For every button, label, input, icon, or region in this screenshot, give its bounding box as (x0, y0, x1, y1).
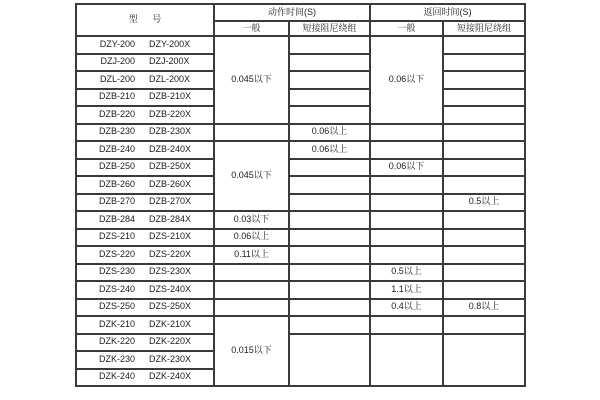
value-cell (443, 106, 525, 124)
value-cell (289, 264, 370, 282)
model-pair (79, 127, 211, 137)
value-cell (370, 176, 443, 194)
value-cell (214, 264, 289, 282)
model-pair (79, 215, 211, 225)
model-name-x: DZS-210X (148, 231, 192, 242)
model-name-x: DZK-220X (148, 336, 192, 347)
model-name-x: DZS-250X (148, 301, 192, 312)
value-cell (443, 36, 525, 54)
table-row (76, 281, 525, 299)
value-cell: 0.06以下 (370, 36, 443, 124)
model-pair (79, 320, 211, 330)
value-cell: 0.8以上 (443, 299, 525, 317)
model-name-x: DZB-220X (148, 108, 192, 119)
model-pair (79, 75, 211, 85)
model-name: DZS-250 (98, 301, 135, 312)
table-body (76, 36, 525, 386)
table-row (76, 264, 525, 282)
model-pair (79, 250, 211, 260)
table-row (76, 71, 525, 89)
model-cell (76, 176, 214, 194)
table-row (76, 316, 525, 334)
model-name: DZB-220 (98, 108, 135, 119)
model-cell (76, 141, 214, 159)
value-cell (443, 334, 525, 387)
value-cell (443, 316, 525, 334)
model-name: DZB-210 (98, 91, 135, 102)
header-action-time: 动作时间(S) (214, 4, 370, 21)
header-return-general: 一般 (370, 21, 443, 36)
model-name: DZB-250 (98, 161, 135, 172)
table-row (76, 229, 525, 247)
model-cell (76, 159, 214, 177)
value-cell (443, 89, 525, 107)
value-cell (443, 246, 525, 264)
model-name: DZS-210 (98, 231, 135, 242)
model-name: DZK-230 (98, 353, 135, 364)
model-pair (79, 372, 211, 382)
header-action-damped-winding: 短接阻尼绕组 (289, 21, 370, 36)
model-cell (76, 316, 214, 334)
model-pair (79, 197, 211, 207)
table-row (76, 54, 525, 72)
model-pair (79, 337, 211, 347)
model-name: DZL-200 (99, 73, 135, 84)
value-cell: 0.015以下 (214, 316, 289, 386)
model-cell (76, 281, 214, 299)
value-cell: 0.06以上 (214, 229, 289, 247)
value-cell (289, 176, 370, 194)
table-row (76, 176, 525, 194)
value-cell (289, 229, 370, 247)
table-row (76, 89, 525, 107)
model-name-x: DZS-240X (148, 283, 192, 294)
model-name-x: DZB-230X (148, 126, 192, 137)
value-cell: 1.1以上 (370, 281, 443, 299)
value-cell (289, 71, 370, 89)
value-cell (370, 229, 443, 247)
value-cell: 0.5以上 (370, 264, 443, 282)
value-cell (214, 124, 289, 142)
value-cell (289, 334, 370, 387)
value-cell (370, 316, 443, 334)
model-name-x: DZK-230X (148, 353, 192, 364)
model-name-x: DZY-200X (148, 38, 191, 49)
value-cell (289, 316, 370, 334)
model-name: DZB-284 (98, 213, 135, 224)
model-name-x: DZB-210X (148, 91, 192, 102)
value-cell (443, 211, 525, 229)
value-cell (289, 89, 370, 107)
value-cell (443, 71, 525, 89)
header-return-damped-winding: 短接阻尼绕组 (443, 21, 525, 36)
model-pair (79, 57, 211, 67)
model-pair (79, 355, 211, 365)
relay-time-spec-table (75, 3, 526, 387)
table-row (76, 159, 525, 177)
table-row (76, 194, 525, 212)
value-cell (370, 211, 443, 229)
value-cell: 0.4以上 (370, 299, 443, 317)
value-cell (443, 141, 525, 159)
value-cell (289, 54, 370, 72)
value-cell (289, 281, 370, 299)
model-name-x: DZB-270X (148, 196, 192, 207)
header-action-general: 一般 (214, 21, 289, 36)
value-cell (289, 211, 370, 229)
model-cell (76, 54, 214, 72)
table-row (76, 211, 525, 229)
value-cell: 0.06以下 (370, 159, 443, 177)
model-cell (76, 71, 214, 89)
model-cell (76, 229, 214, 247)
value-cell (370, 246, 443, 264)
value-cell (370, 194, 443, 212)
header-return-time: 返回时间(S) (370, 4, 525, 21)
model-pair (79, 180, 211, 190)
model-pair (79, 110, 211, 120)
value-cell (443, 281, 525, 299)
value-cell (289, 246, 370, 264)
model-name-x: DZJ-200X (149, 56, 190, 67)
model-name: DZS-220 (98, 248, 135, 259)
model-cell (76, 299, 214, 317)
value-cell (443, 176, 525, 194)
value-cell (289, 36, 370, 54)
model-name: DZJ-200 (100, 56, 135, 67)
model-pair (79, 40, 211, 50)
table-row (76, 334, 525, 352)
value-cell (214, 281, 289, 299)
value-cell (370, 124, 443, 142)
model-name-x: DZB-260X (148, 178, 192, 189)
model-name-x: DZS-230X (148, 266, 192, 277)
model-cell (76, 246, 214, 264)
model-cell (76, 351, 214, 369)
table-row (76, 246, 525, 264)
table-row (76, 299, 525, 317)
value-cell (370, 141, 443, 159)
model-name: DZB-240 (98, 143, 135, 154)
model-cell (76, 194, 214, 212)
value-cell (214, 299, 289, 317)
model-name-x: DZB-250X (148, 161, 192, 172)
value-cell: 0.11以上 (214, 246, 289, 264)
model-name: DZK-240 (98, 371, 135, 382)
model-pair (79, 232, 211, 242)
value-cell: 0.045以下 (214, 36, 289, 124)
table-row (76, 124, 525, 142)
model-name-x: DZK-210X (148, 318, 192, 329)
model-name: DZB-270 (98, 196, 135, 207)
model-pair (79, 162, 211, 172)
model-name: DZK-210 (98, 318, 135, 329)
value-cell (443, 54, 525, 72)
value-cell: 0.045以下 (214, 141, 289, 211)
model-name-x: DZS-220X (148, 248, 192, 259)
value-cell (289, 194, 370, 212)
model-cell (76, 124, 214, 142)
model-pair (79, 145, 211, 155)
model-cell (76, 106, 214, 124)
model-name: DZB-230 (98, 126, 135, 137)
model-pair (79, 92, 211, 102)
value-cell (289, 106, 370, 124)
model-pair (79, 285, 211, 295)
model-name: DZK-220 (98, 336, 135, 347)
model-cell (76, 211, 214, 229)
table-header (76, 4, 525, 36)
header-row-top (76, 4, 525, 21)
model-cell (76, 334, 214, 352)
model-name-x: DZL-200X (148, 73, 191, 84)
value-cell: 0.06以上 (289, 141, 370, 159)
model-cell (76, 369, 214, 387)
value-cell (443, 229, 525, 247)
value-cell: 0.5以上 (443, 194, 525, 212)
value-cell (443, 159, 525, 177)
value-cell (443, 124, 525, 142)
value-cell (289, 159, 370, 177)
table-row (76, 36, 525, 54)
table-row (76, 106, 525, 124)
model-cell (76, 264, 214, 282)
model-name-x: DZB-240X (148, 143, 192, 154)
value-cell (370, 334, 443, 387)
model-name: DZY-200 (99, 38, 135, 49)
table-row (76, 141, 525, 159)
model-name-x: DZB-284X (148, 213, 192, 224)
model-name: DZB-260 (98, 178, 135, 189)
model-pair (79, 267, 211, 277)
model-pair (79, 302, 211, 312)
value-cell (443, 264, 525, 282)
model-name: DZS-240 (98, 283, 135, 294)
value-cell: 0.03以下 (214, 211, 289, 229)
model-cell (76, 36, 214, 54)
value-cell (289, 299, 370, 317)
value-cell: 0.06以上 (289, 124, 370, 142)
header-model: 型 号 (76, 4, 214, 36)
model-name: DZS-230 (98, 266, 135, 277)
model-cell (76, 89, 214, 107)
model-name-x: DZK-240X (148, 371, 192, 382)
